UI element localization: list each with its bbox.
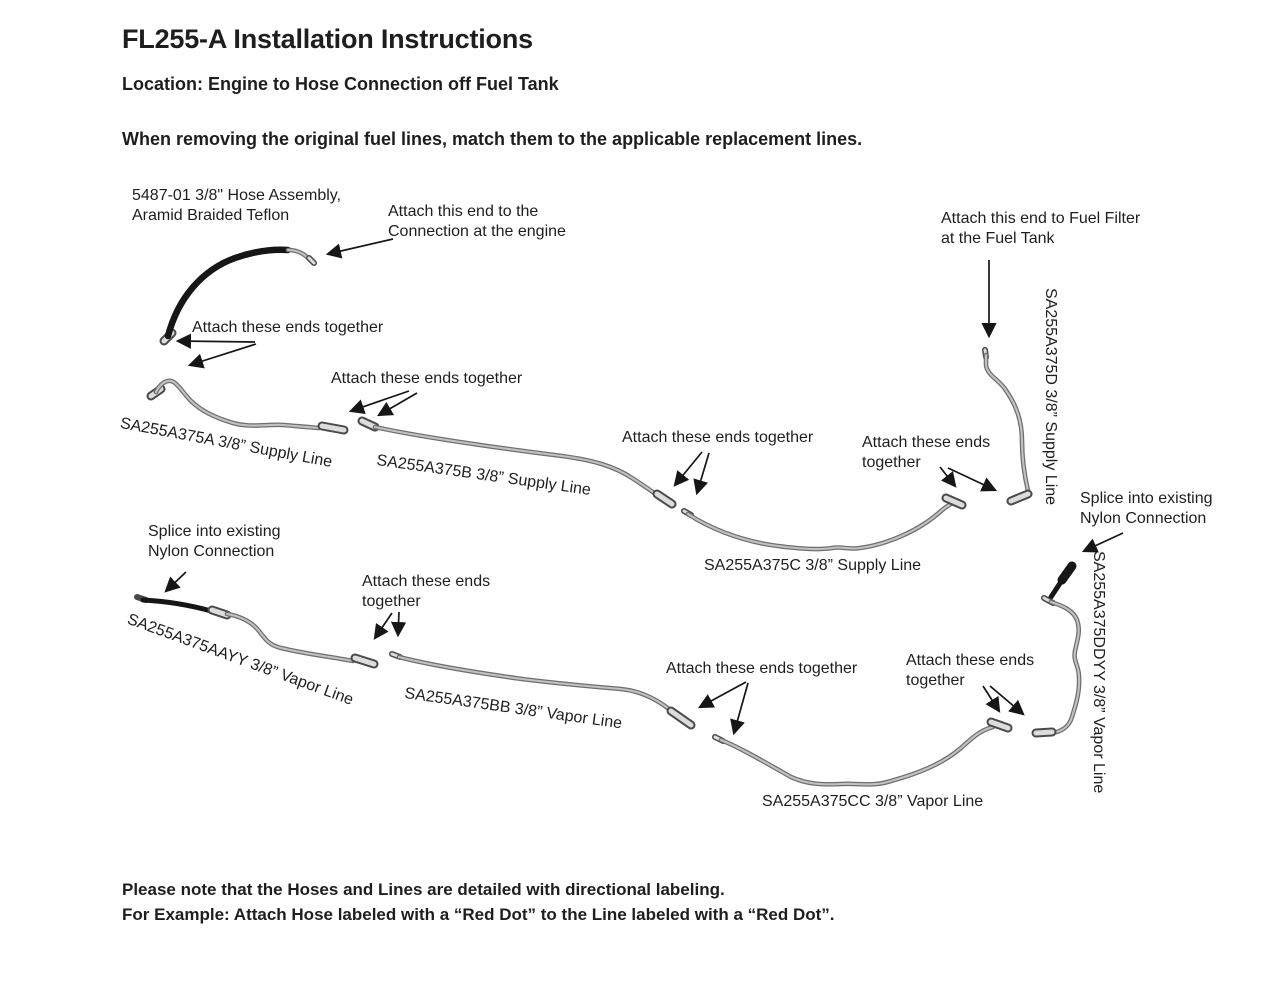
line-ddyy-end-fitting-highlight bbox=[1036, 732, 1052, 733]
callout-splice-left bbox=[148, 522, 281, 562]
part-label-vapor-cc: SA255A375CC 3/8” Vapor Line bbox=[762, 793, 984, 810]
line-c-tube bbox=[688, 502, 956, 549]
callout-splice-right-line2: Nylon Connection bbox=[1080, 510, 1207, 527]
vapor-line-cc-drawing bbox=[715, 722, 1008, 784]
arrow-a-b-junction-2 bbox=[379, 393, 417, 415]
vapor-line-ddyy-drawing bbox=[1036, 566, 1079, 733]
callout-attach-engine-line2: Connection at the engine bbox=[388, 223, 566, 240]
line-ddyy-black-section bbox=[1051, 568, 1070, 597]
callout-splice-left-line1: Splice into existing bbox=[148, 523, 281, 540]
arrow-b-c-junction-2 bbox=[697, 453, 709, 493]
supply-line-c-drawing bbox=[684, 498, 962, 549]
arrow-bb-cc-junction-1 bbox=[700, 682, 746, 707]
callout-splice-right-line1: Splice into existing bbox=[1080, 490, 1213, 507]
instruction-line: When removing the original fuel lines, match them to the applicable replacement lines. bbox=[122, 129, 863, 149]
arrow-splice-right bbox=[1084, 533, 1123, 551]
callout-attach-fuel-filter-line2: at the Fuel Tank bbox=[941, 230, 1055, 247]
callout-splice-left-line2: Nylon Connection bbox=[148, 543, 275, 560]
footer-note-1: Please note that the Hoses and Lines are detailed with directional labeling. bbox=[122, 880, 725, 899]
callout-attach-together-c-d-line2: together bbox=[862, 454, 921, 471]
arrow-a-b-junction-1 bbox=[351, 391, 409, 411]
footer-note-2: For Example: Attach Hose labeled with a “Red Dot” to the Line labeled with a “Red Dot”. bbox=[122, 905, 835, 924]
arrow-b-c-junction-1 bbox=[675, 452, 702, 485]
part-label-supply-c: SA255A375C 3/8” Supply Line bbox=[704, 557, 922, 574]
line-aayy-black-section bbox=[143, 600, 211, 611]
line-cc-tube-highlight bbox=[721, 727, 993, 784]
arrow-hose-to-line-a-1 bbox=[178, 341, 255, 342]
callout-attach-fuel-filter bbox=[941, 209, 1140, 249]
arrow-bb-cc-junction-2 bbox=[734, 683, 748, 733]
part-label-supply-b: SA255A375B 3/8” Supply Line bbox=[375, 451, 592, 499]
line-d-end-fitting-highlight bbox=[1011, 494, 1028, 501]
location-line: Location: Engine to Hose Connection off Fuel Tank bbox=[122, 74, 559, 94]
callout-attach-together-aayy-bb bbox=[362, 572, 490, 612]
callout-attach-together-a-b: Attach these ends together bbox=[331, 370, 523, 387]
part-label-supply-a: SA255A375A 3/8” Supply Line bbox=[118, 414, 334, 471]
callout-attach-fuel-filter-line1: Attach this end to Fuel Filter bbox=[941, 210, 1141, 227]
callout-attach-together-c-d bbox=[862, 433, 990, 473]
callout-attach-together-cc-ddyy-line1: Attach these ends bbox=[906, 652, 1035, 669]
callout-attach-engine-line1: Attach this end to the bbox=[388, 203, 539, 220]
callout-attach-engine bbox=[388, 202, 566, 242]
callout-attach-together-cc-ddyy-line2: together bbox=[906, 672, 965, 689]
callout-attach-together-bb-cc: Attach these ends together bbox=[666, 660, 858, 677]
callout-splice-right bbox=[1080, 489, 1213, 529]
callout-attach-together-hose-a: Attach these ends together bbox=[192, 319, 384, 336]
arrow-splice-left bbox=[166, 572, 186, 591]
callout-attach-together-cc-ddyy bbox=[906, 651, 1034, 691]
part-label-vapor-bb: SA255A375BB 3/8” Vapor Line bbox=[403, 684, 624, 733]
line-ddyy-tube bbox=[1051, 602, 1079, 733]
arrow-hose-to-line-a-2 bbox=[190, 344, 256, 365]
hose-assembly-label bbox=[132, 186, 341, 226]
callout-attach-together-aayy-bb-line1: Attach these ends bbox=[362, 573, 491, 590]
supply-line-a-drawing bbox=[151, 381, 344, 430]
part-label-vapor-aayy: SA255A375AAYY 3/8” Vapor Line bbox=[124, 610, 356, 709]
arrow-to-engine-end bbox=[328, 239, 393, 254]
page-title: FL255-A Installation Instructions bbox=[122, 24, 533, 54]
line-c-tube-highlight bbox=[688, 502, 956, 549]
arrow-aayy-bb-junction-2 bbox=[398, 612, 399, 635]
part-label-vapor-ddyy: SA255A375DDYY 3/8” Vapor Line bbox=[1090, 551, 1107, 794]
callout-attach-together-aayy-bb-line2: together bbox=[362, 593, 421, 610]
callout-attach-together-b-c: Attach these ends together bbox=[622, 429, 814, 446]
callout-attach-together-c-d-line1: Attach these ends bbox=[862, 434, 991, 451]
hose-assembly-label-line2: Aramid Braided Teflon bbox=[132, 207, 290, 224]
supply-line-d-drawing bbox=[985, 350, 1028, 501]
hose-assembly-label-line1: 5487-01 3/8" Hose Assembly, bbox=[132, 187, 342, 204]
part-label-supply-d: SA255A375D 3/8” Supply Line bbox=[1042, 288, 1059, 506]
line-a-tube-highlight bbox=[156, 381, 319, 428]
arrow-aayy-bb-junction-1 bbox=[375, 613, 392, 638]
